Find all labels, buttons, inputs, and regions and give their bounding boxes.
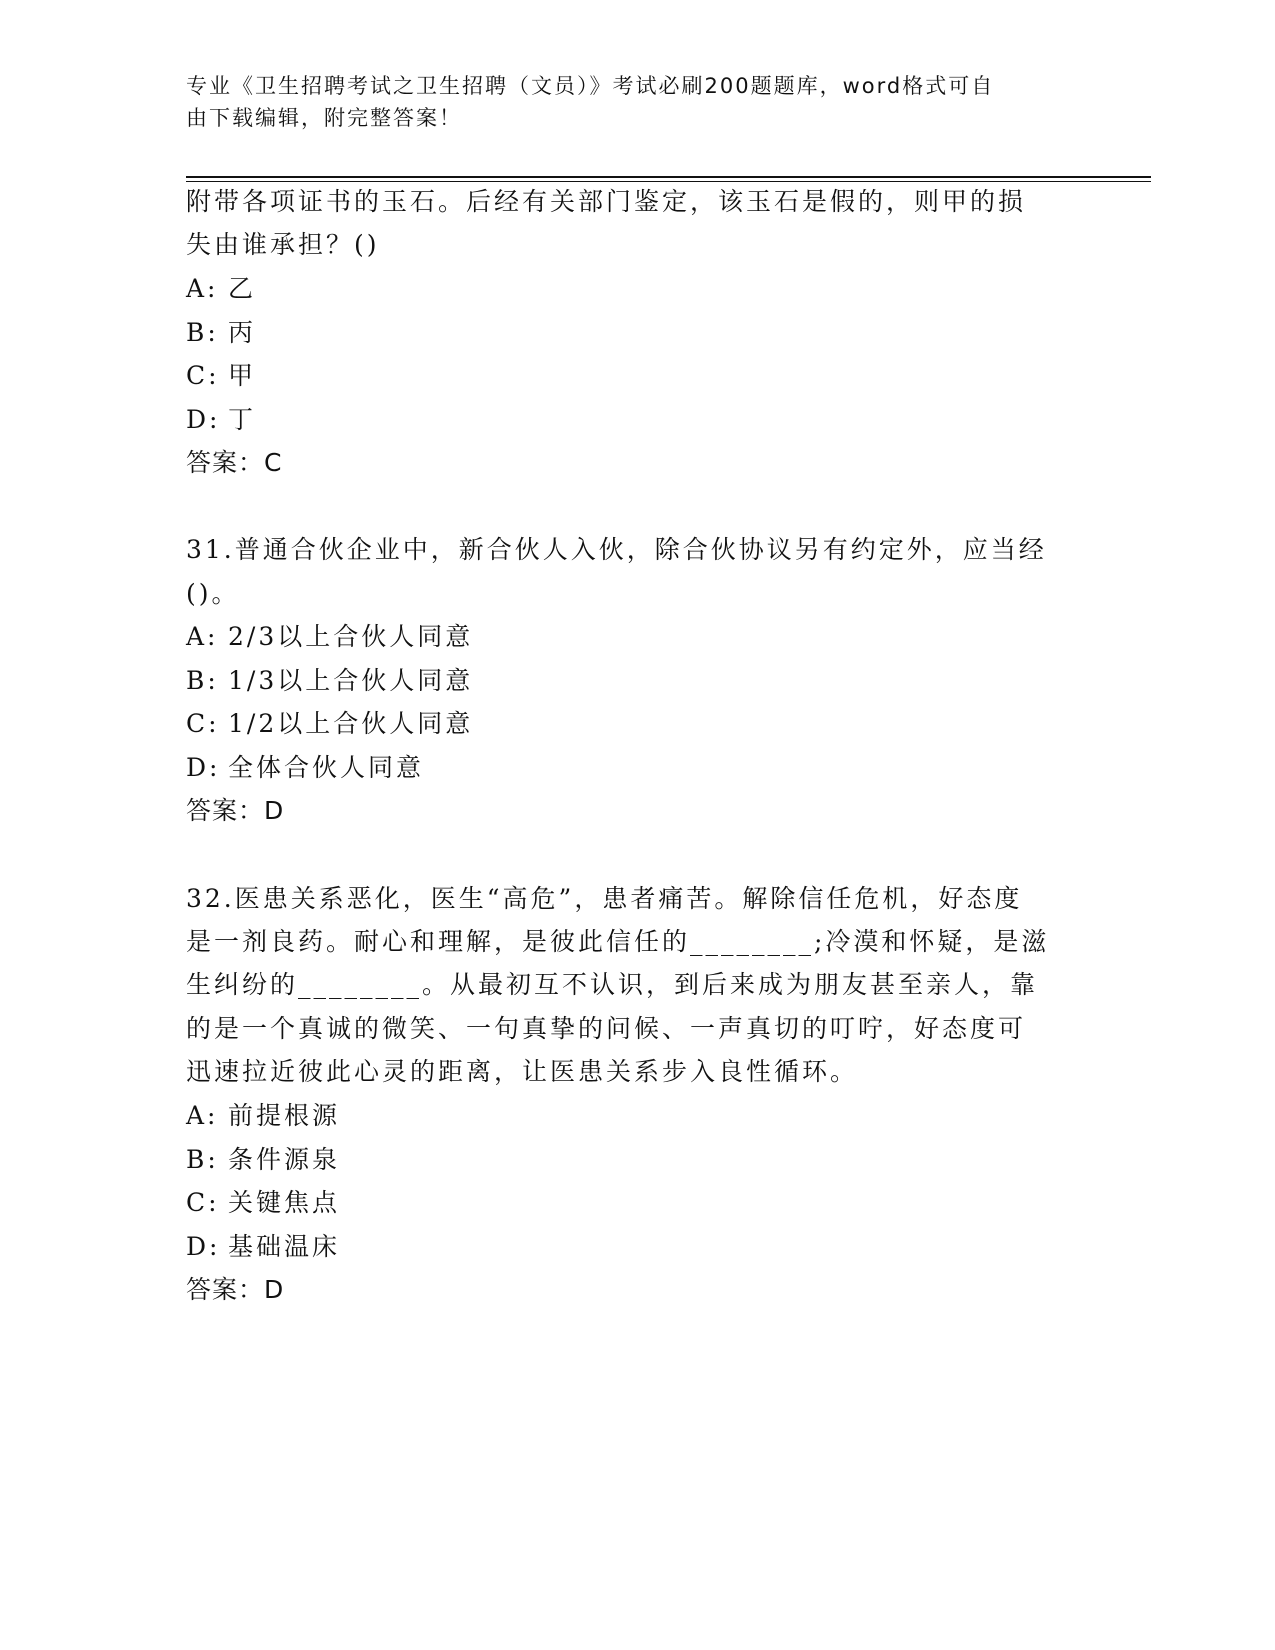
q30-option-b bbox=[186, 316, 256, 350]
option-key: C: bbox=[186, 709, 220, 738]
option-text: 1/3以上合伙人同意 bbox=[228, 666, 474, 695]
q31-text-line-2: ()。 bbox=[186, 579, 240, 608]
q31-answer: 答案：D bbox=[186, 796, 285, 825]
option-text: 丁 bbox=[228, 405, 257, 434]
q30-option-a bbox=[186, 272, 256, 306]
q32-option-d bbox=[186, 1230, 340, 1264]
option-text: 乙 bbox=[228, 274, 257, 303]
option-text: 全体合伙人同意 bbox=[228, 753, 425, 782]
q30-text-line-2: 失由谁承担？() bbox=[186, 230, 380, 259]
option-key: C: bbox=[186, 1188, 220, 1217]
option-key: C: bbox=[186, 361, 220, 390]
q31-option-d bbox=[186, 751, 424, 785]
option-text: 条件源泉 bbox=[228, 1145, 341, 1174]
q31-option-a bbox=[186, 620, 473, 654]
q32-text-line-1: 32.医患关系恶化，医生“高危”，患者痛苦。解除信任危机，好态度 bbox=[186, 884, 1023, 913]
q30-text-line-1: 附带各项证书的玉石。后经有关部门鉴定，该玉石是假的，则甲的损 bbox=[186, 187, 1027, 216]
q31-option-b bbox=[186, 664, 473, 698]
option-key: A: bbox=[186, 622, 219, 651]
option-text: 前提根源 bbox=[228, 1101, 341, 1130]
q31-text-line-1: 31.普通合伙企业中，新合伙人入伙，除合伙协议另有约定外，应当经 bbox=[186, 535, 1047, 564]
q32-option-c bbox=[186, 1186, 340, 1220]
option-text: 2/3以上合伙人同意 bbox=[228, 622, 474, 651]
q32-text-line-3: 生纠纷的________。从最初互不认识，到后来成为朋友甚至亲人，靠 bbox=[186, 970, 1039, 999]
option-text: 1/2以上合伙人同意 bbox=[228, 709, 474, 738]
option-key: A: bbox=[186, 274, 219, 303]
option-key: D: bbox=[186, 405, 221, 434]
option-text: 甲 bbox=[228, 361, 257, 390]
q32-option-a bbox=[186, 1099, 340, 1133]
option-key: B: bbox=[186, 1145, 219, 1174]
option-key: A: bbox=[186, 1101, 219, 1130]
option-key: D: bbox=[186, 1232, 221, 1261]
option-key: D: bbox=[186, 753, 221, 782]
q31-option-c bbox=[186, 707, 473, 741]
option-text: 关键焦点 bbox=[228, 1188, 341, 1217]
q30-option-d bbox=[186, 403, 256, 437]
option-key: B: bbox=[186, 318, 219, 347]
q32-text-line-4: 的是一个真诚的微笑、一句真挚的问候、一声真切的叮咛，好态度可 bbox=[186, 1014, 1027, 1043]
document-header bbox=[186, 70, 1066, 134]
header-line-2: 由下载编辑，附完整答案！ bbox=[186, 106, 462, 130]
option-text: 基础温床 bbox=[228, 1232, 341, 1261]
header-rule-bottom bbox=[186, 181, 1151, 182]
q30-option-c bbox=[186, 359, 256, 393]
q32-text-line-2: 是一剂良药。耐心和理解，是彼此信任的________;冷漠和怀疑，是滋 bbox=[186, 927, 1050, 956]
option-key: B: bbox=[186, 666, 219, 695]
q32-text-line-5: 迅速拉近彼此心灵的距离，让医患关系步入良性循环。 bbox=[186, 1057, 859, 1086]
q30-answer: 答案：C bbox=[186, 448, 283, 477]
header-rule-top bbox=[186, 176, 1151, 178]
option-text: 丙 bbox=[228, 318, 257, 347]
q32-option-b bbox=[186, 1143, 340, 1177]
q32-answer: 答案：D bbox=[186, 1275, 285, 1304]
header-line-1: 专业《卫生招聘考试之卫生招聘（文员）》考试必刷200题题库，word格式可自 bbox=[186, 74, 995, 98]
